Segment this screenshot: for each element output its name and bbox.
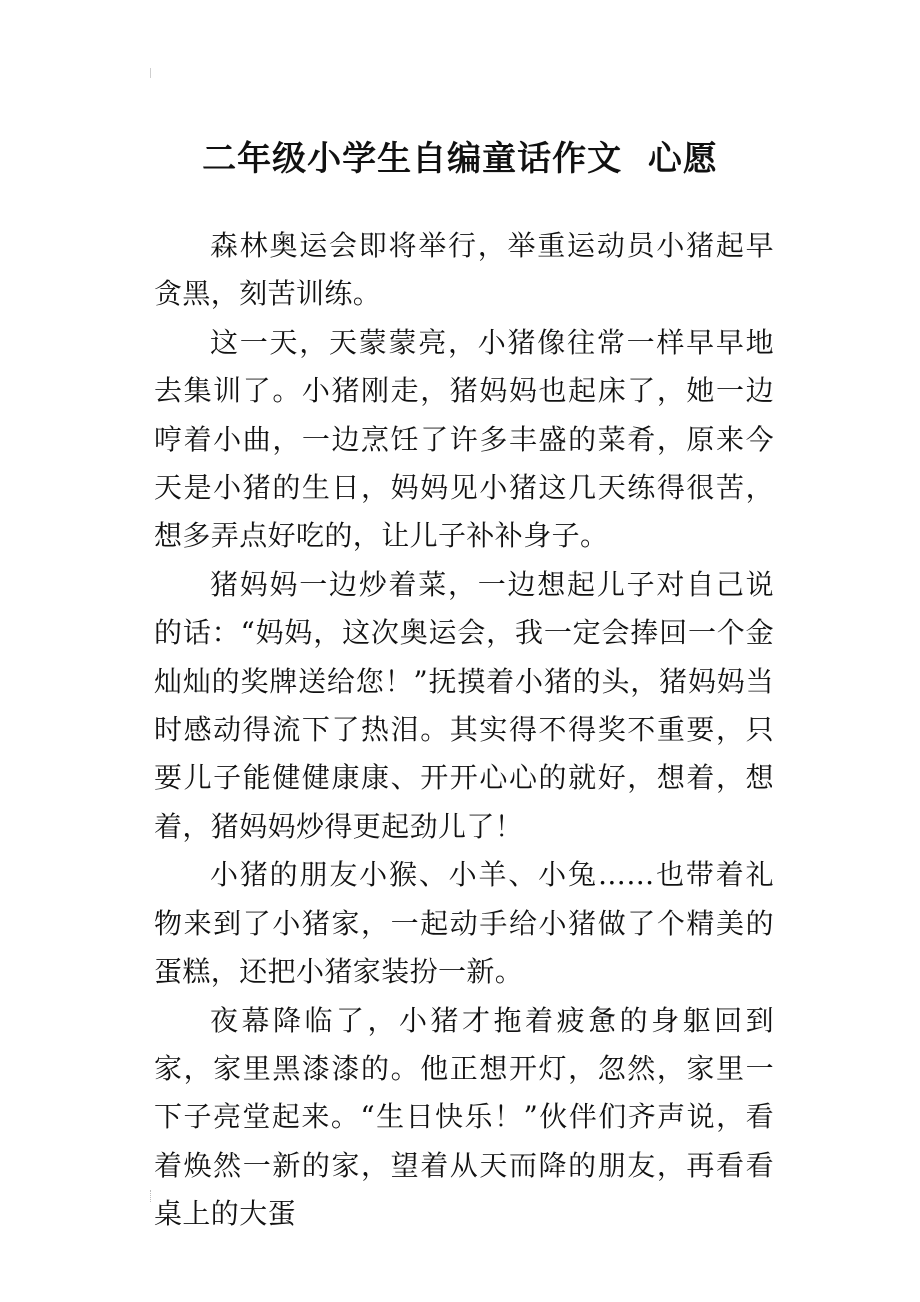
paragraph: 猪妈妈一边炒着菜，一边想起儿子对自己说的话：“妈妈，这次奥运会，我一定会捧回一个金灿灿的奖牌送给您！”抚摸着小猪的头，猪妈妈当时感动得流下了热泪。其实得不得奖不重要，只要儿子能健健康康、开开心心的就好，想着，想着，猪妈妈炒得更起劲儿了！	[154, 567, 774, 843]
scan-mark-bottom	[150, 1190, 157, 1202]
paragraph: 小猪的朋友小猴、小羊、小兔……也带着礼物来到了小猪家，一起动手给小猪做了个精美的蛋糕，还把小猪家装扮一新。	[154, 858, 774, 989]
paragraph: 夜幕降临了，小猪才拖着疲惫的身躯回到家，家里黑漆漆的。他正想开灯，忽然，家里一下子亮堂起来。“生日快乐！”伙伴们齐声说，看着焕然一新的家，望着从天而降的朋友，再看看桌上的大蛋	[154, 1003, 774, 1231]
page-title: 二年级小学生自编童话作文 心愿	[202, 138, 718, 179]
article-body	[154, 222, 774, 1239]
paragraph: 森林奥运会即将举行，举重运动员小猪起早贪黑，刻苦训练。	[154, 229, 774, 311]
scan-mark-top	[150, 68, 157, 78]
paragraph: 这一天，天蒙蒙亮，小猪像往常一样早早地去集训了。小猪刚走，猪妈妈也起床了，她一边哼着小曲，一边烹饪了许多丰盛的菜肴，原来今天是小猪的生日，妈妈见小猪这几天练得很苦，想多弄点好吃的，让儿子补补身子。	[154, 325, 774, 553]
